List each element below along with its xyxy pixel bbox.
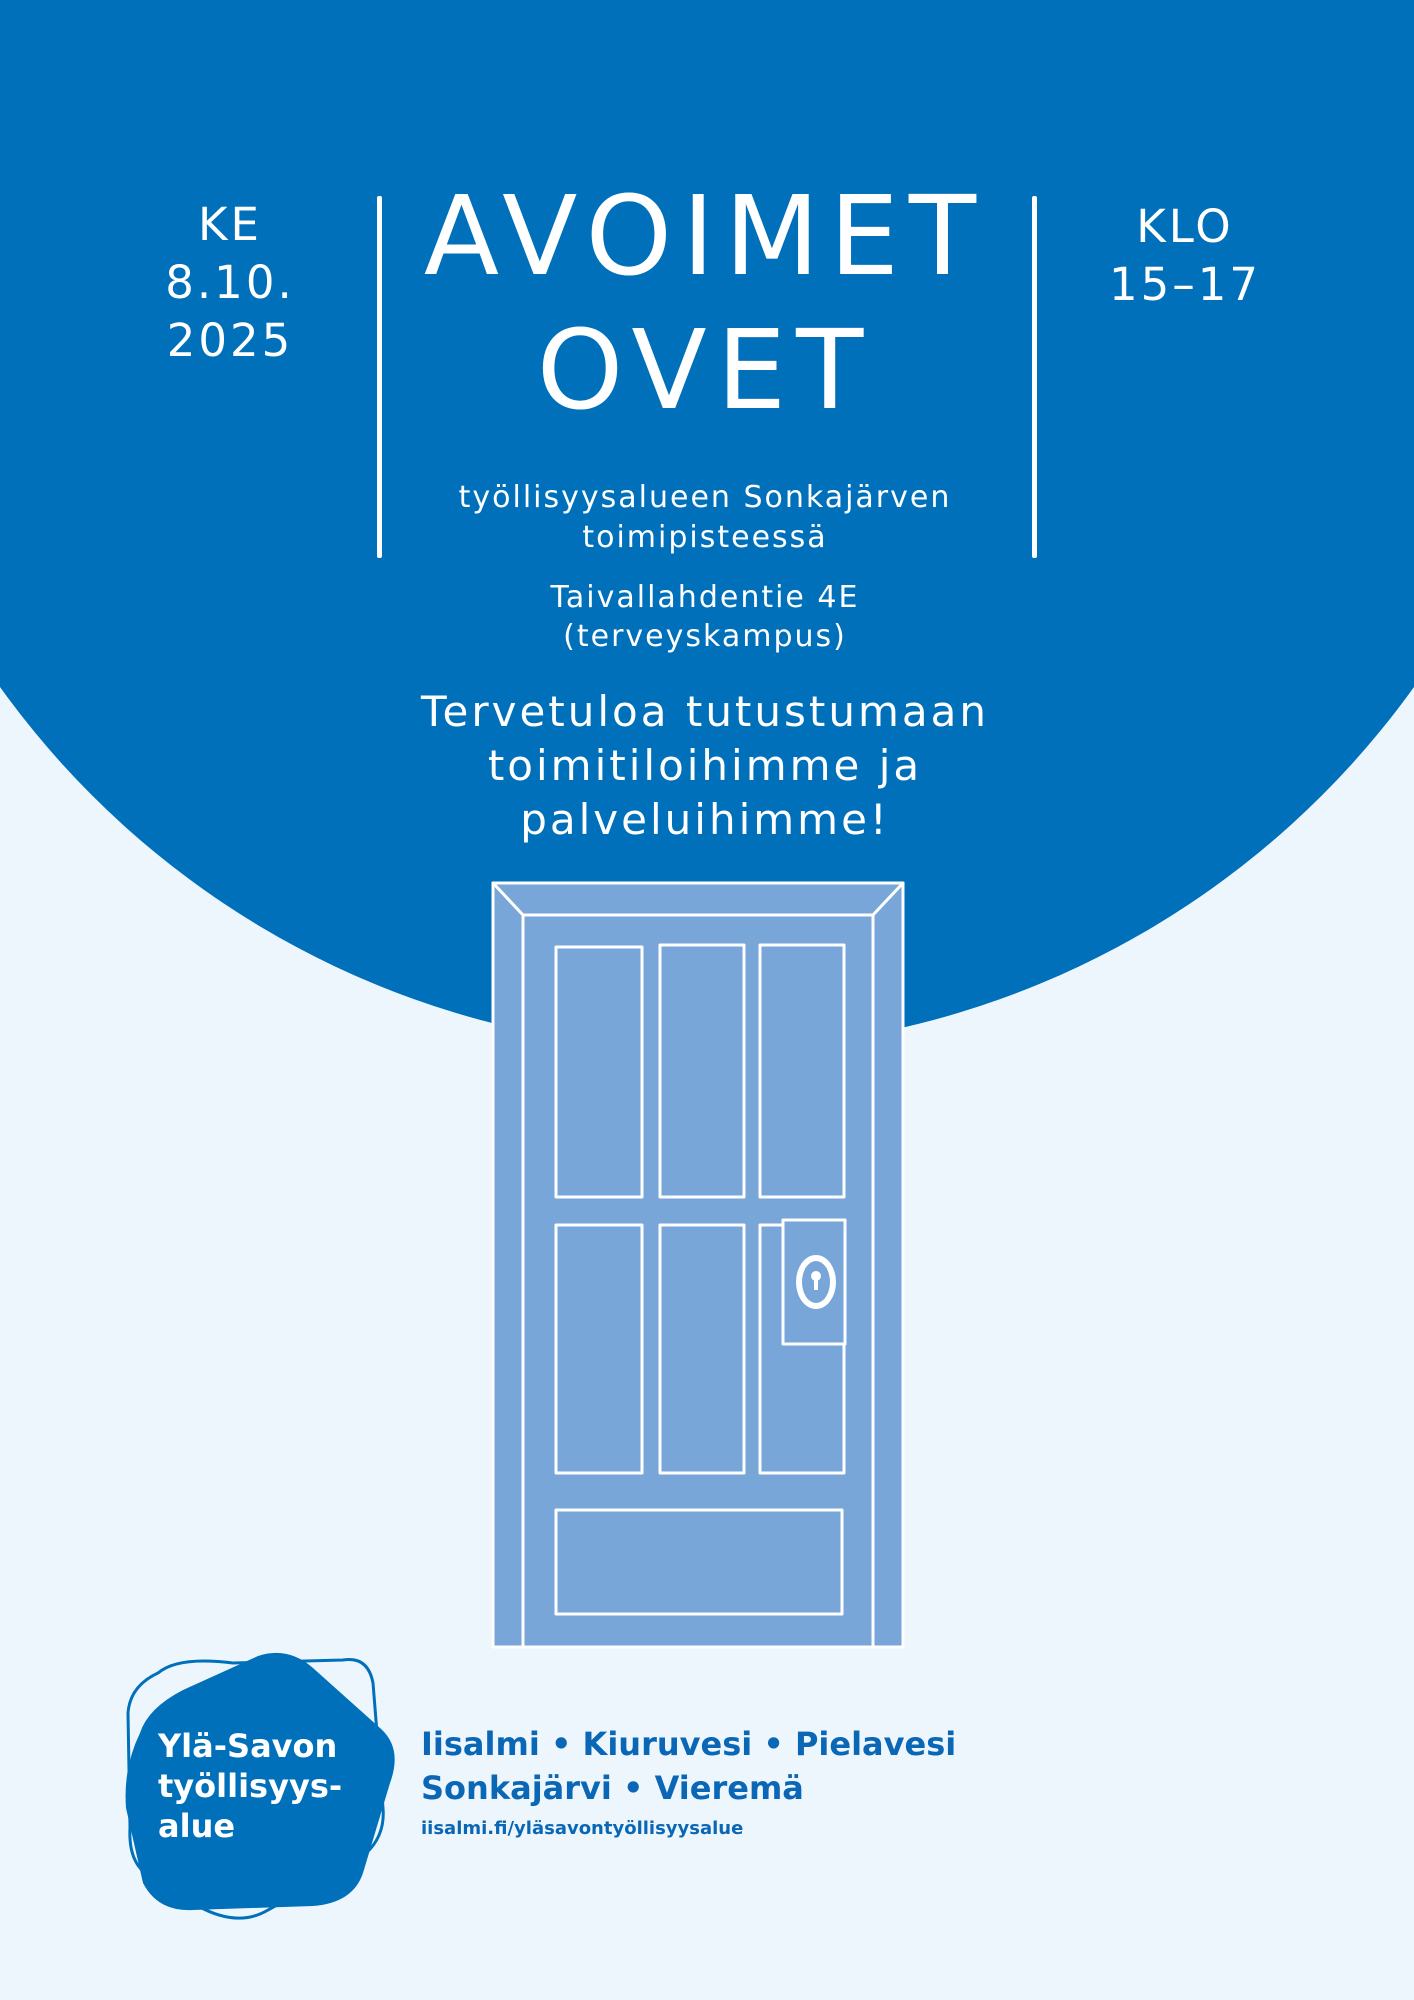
towns-line-2: Sonkajärvi • Vieremä [421, 1769, 804, 1807]
logo-text-line-3: alue [158, 1807, 236, 1845]
keyhole-icon [796, 1255, 836, 1309]
page-title-line-1: AVOIMET [423, 172, 987, 300]
welcome-line-2: toimitiloihimme ja [487, 741, 923, 790]
event-time [1085, 198, 1285, 314]
page-title-line-2: OVET [536, 306, 874, 434]
subtitle-line-1: työllisyysalueen Sonkajärven [458, 480, 952, 515]
time-range: 15–17 [1108, 258, 1262, 311]
date-weekday: KE [198, 198, 262, 251]
logo-text-line-1: Ylä-Savon [158, 1727, 338, 1765]
event-date [130, 196, 330, 370]
logo-text-line-2: työllisyys- [158, 1767, 343, 1805]
address-line-1: Taivallahdentie 4E [550, 580, 860, 615]
welcome-line-1: Tervetuloa tutustumaan [420, 687, 989, 736]
towns-line-1: Iisalmi • Kiuruvesi • Pielavesi [421, 1725, 957, 1763]
date-day: 8.10. [165, 256, 295, 309]
subtitle-line-2: toimipisteessä [582, 520, 828, 555]
welcome-line-3: palveluihimme! [520, 795, 890, 844]
address-line-2: (terveyskampus) [563, 619, 847, 654]
time-label: KLO [1136, 200, 1234, 253]
date-year: 2025 [166, 314, 294, 367]
website-link[interactable]: iisalmi.fi/yläsavontyöllisyysalue [421, 1818, 744, 1839]
door-icon [488, 880, 908, 1650]
